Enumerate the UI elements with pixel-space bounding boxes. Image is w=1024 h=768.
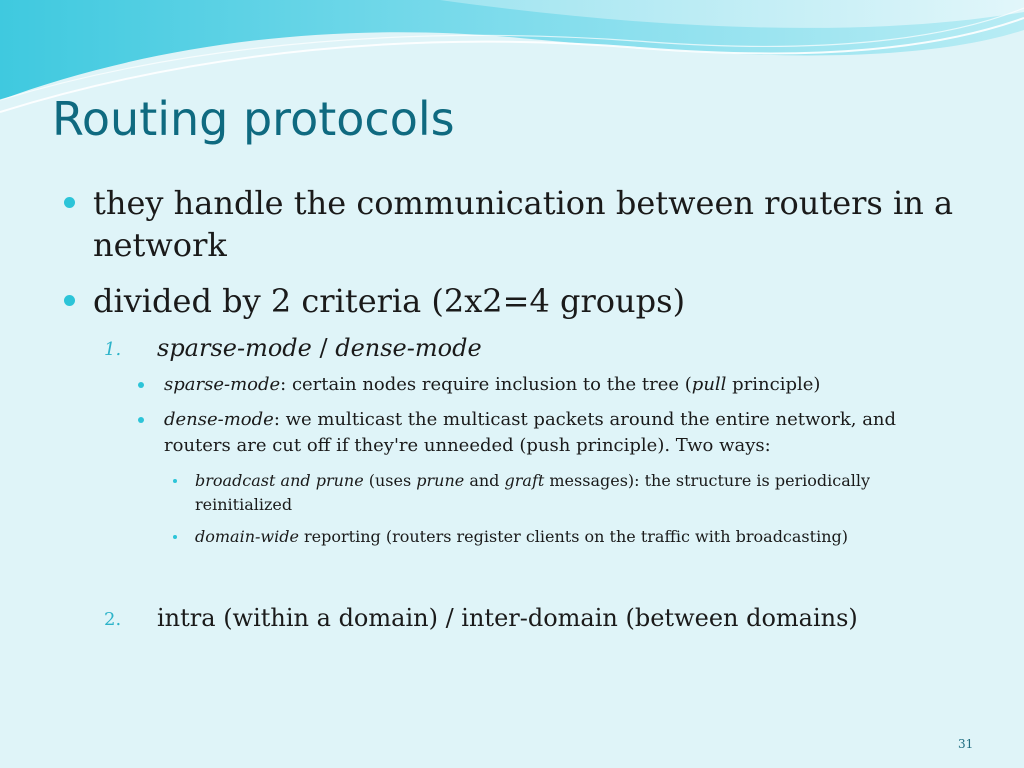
- bullet-dot-icon: [64, 295, 75, 306]
- sub-sub-bullet-dot-icon: [173, 535, 177, 539]
- slide-title: Routing protocols: [52, 92, 455, 146]
- sub-sub-bullet-dot-icon: [173, 479, 177, 483]
- sub-sub-bullet-item: [173, 525, 953, 549]
- bullet-item: [64, 280, 954, 322]
- sub-sub-bullet-item: [173, 469, 953, 517]
- bullet-text: they handle the communication between routers in a network: [93, 184, 954, 264]
- sub-bullet-item: [138, 372, 948, 398]
- bullet-text: divided by 2 criteria (2x2=4 groups): [93, 282, 686, 320]
- slide-number: 31: [958, 737, 974, 751]
- bullet-item: [64, 182, 954, 266]
- numbered-item: [104, 602, 964, 634]
- sub-sub-bullet-text: domain-wide reporting (routers register clients on the traffic with broadcasting): [195, 527, 848, 546]
- sub-bullet-dot-icon: [138, 417, 144, 423]
- sub-bullet-text: sparse-mode: certain nodes require inclusion to the tree (pull principle): [164, 374, 821, 395]
- item-number: 1.: [104, 339, 122, 360]
- sub-bullet-text: dense-mode: we multicast the multicast packets around the entire network, and routers are cut off if they're unneeded (push principle). Two ways:: [164, 409, 897, 456]
- item-number: 2.: [104, 609, 122, 630]
- sub-bullet-item: [138, 407, 948, 459]
- sub-sub-bullet-text: broadcast and prune (uses prune and graft messages): the structure is periodically reinitialized: [195, 471, 871, 514]
- numbered-item: [104, 332, 964, 364]
- numbered-item-text: sparse-mode / dense-mode: [157, 334, 482, 362]
- sub-bullet-dot-icon: [138, 382, 144, 388]
- numbered-item-text: intra (within a domain) / inter-domain (between domains): [157, 604, 858, 632]
- bullet-dot-icon: [64, 197, 75, 208]
